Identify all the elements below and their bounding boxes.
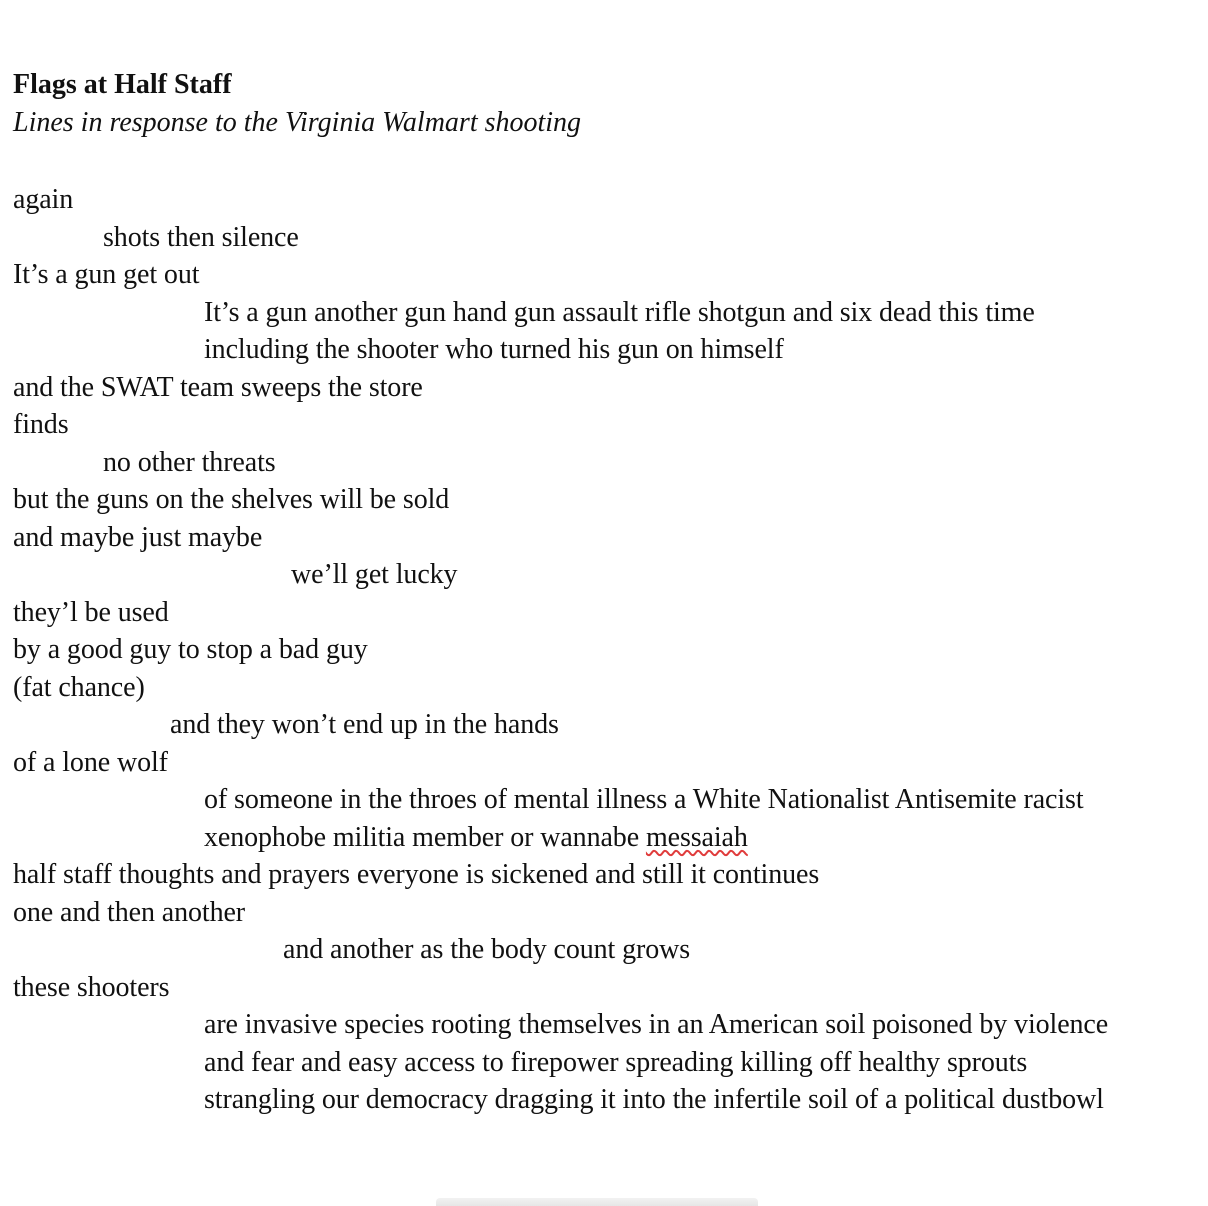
- poem-line: It’s a gun another gun hand gun assault rifle shotgun and six dead this time: [204, 296, 1035, 328]
- poem-line: but the guns on the shelves will be sold: [13, 484, 450, 515]
- poem-line: finds: [13, 409, 69, 440]
- poem-line: by a good guy to stop a bad guy: [13, 634, 368, 665]
- poem-line: these shooters: [13, 971, 170, 1003]
- poem-line: one and then another: [13, 896, 246, 928]
- poem-line: we’ll get lucky: [291, 559, 458, 590]
- poem-line: including the shooter who turned his gun on himself: [204, 334, 784, 365]
- poem-line: (fat chance): [13, 671, 145, 703]
- poem-subtitle: Lines in response to the Virginia Walmart shooting: [13, 107, 582, 138]
- poem-line: strangling our democracy dragging it into the infertile soil of a political dustbowl: [204, 1084, 1104, 1115]
- poem-title: Flags at Half Staff: [13, 69, 232, 100]
- poem-line: again: [13, 184, 74, 215]
- poem-line: they’l be used: [13, 596, 169, 628]
- poem-line: and fear and easy access to firepower spreading killing off healthy sprouts: [204, 1046, 1028, 1078]
- poem-line: half staff thoughts and prayers everyone is sickened and still it continues: [13, 859, 820, 890]
- poem-body: [13, 181, 1203, 1119]
- poem-line: and they won’t end up in the hands: [170, 709, 559, 740]
- poem-line: of a lone wolf: [13, 746, 168, 778]
- poem-line: [13, 819, 1203, 857]
- bottom-scroll-shadow: [436, 1198, 758, 1206]
- poem-line: shots then silence: [103, 221, 299, 253]
- poem-line: and maybe just maybe: [13, 521, 263, 553]
- poem-line: and another as the body count grows: [283, 934, 691, 965]
- poem-line: and the SWAT team sweeps the store: [13, 371, 423, 403]
- misspelled-word[interactable]: messaiah: [645, 821, 748, 853]
- poem-line: are invasive species rooting themselves in an American soil poisoned by violence: [204, 1009, 1109, 1040]
- poem-line: no other threats: [103, 446, 276, 478]
- poem-line-text: xenophobe militia member or wannabe: [204, 821, 646, 853]
- poem-line: of someone in the throes of mental illness a White Nationalist Antisemite racist: [204, 784, 1084, 815]
- poem-line: It’s a gun get out: [13, 259, 200, 290]
